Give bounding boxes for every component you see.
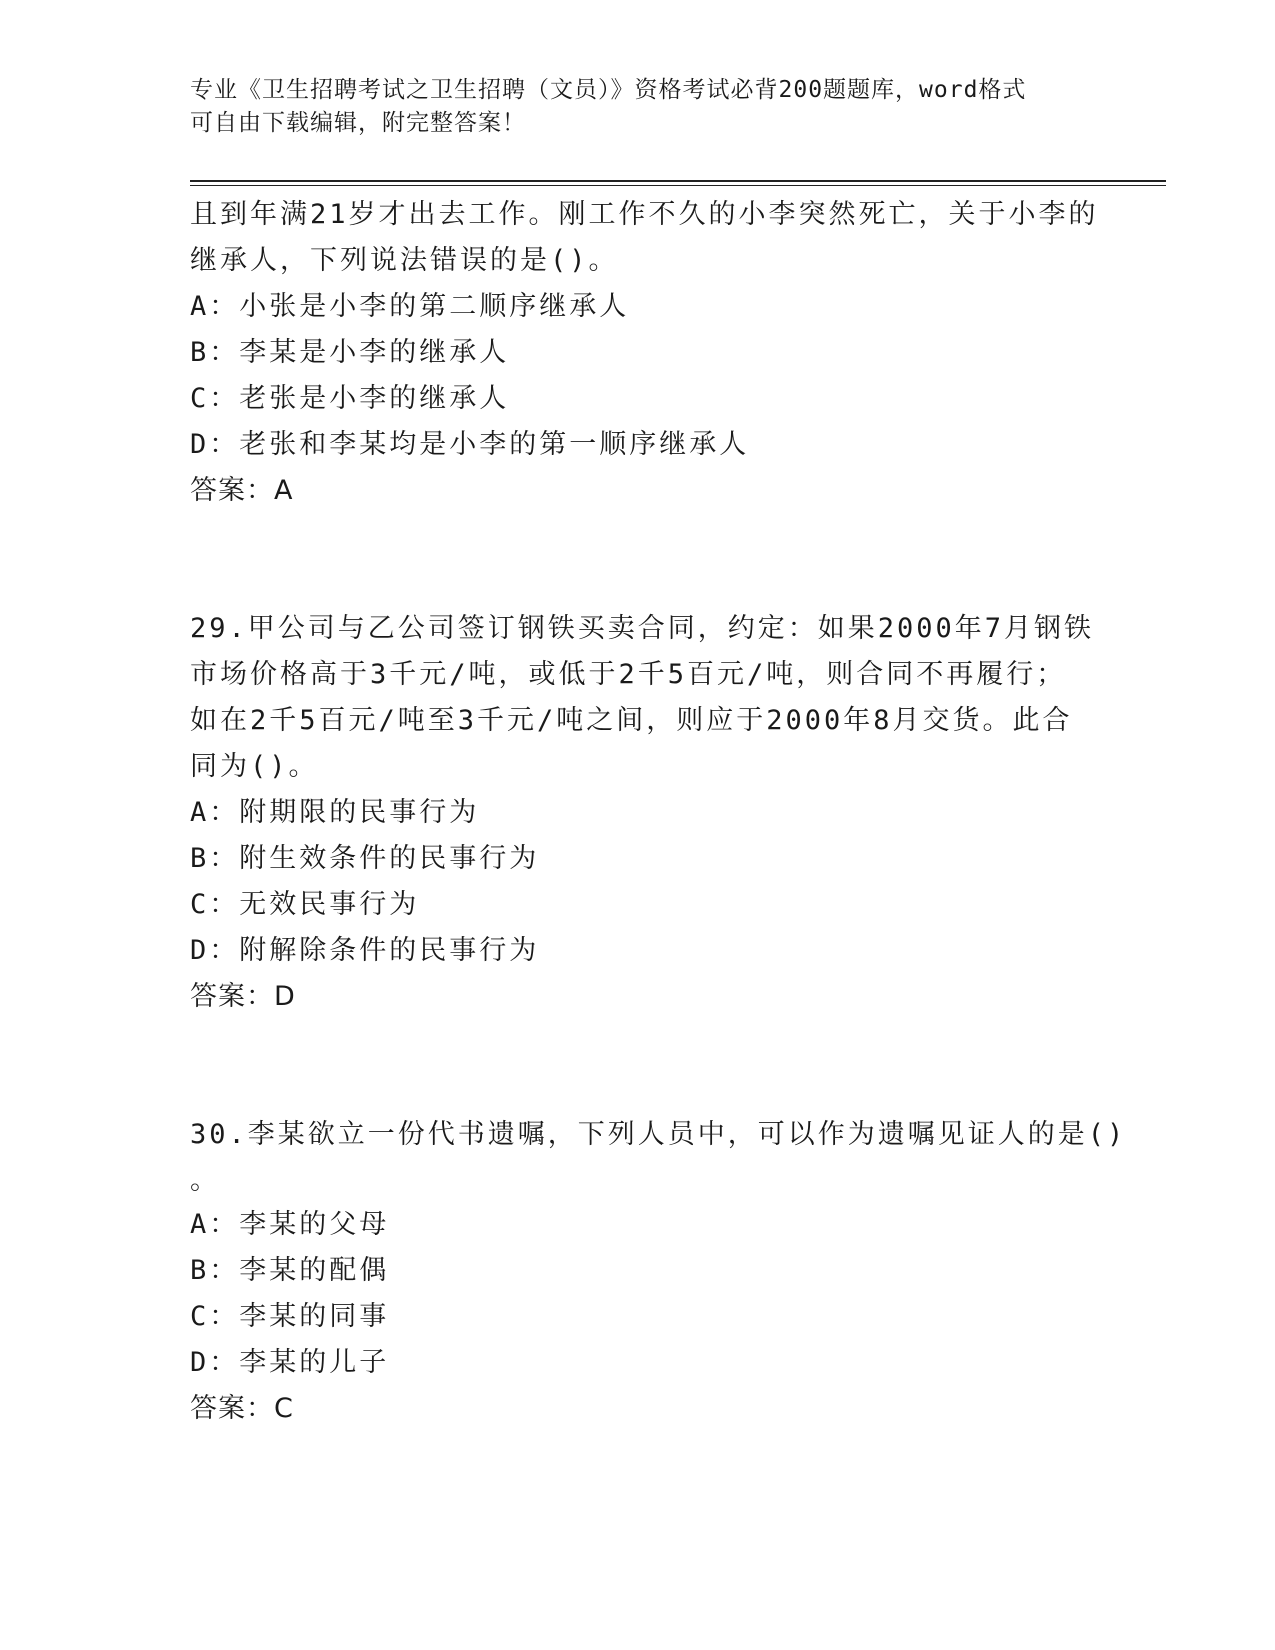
question-spacer <box>190 1020 1090 1112</box>
option-c: C：李某的同事 <box>190 1301 390 1332</box>
question-text-line: 且到年满21岁才出去工作。刚工作不久的小李突然死亡，关于小李的 <box>190 199 1099 230</box>
option-b: B：李某是小李的继承人 <box>190 337 510 368</box>
question-29 <box>190 606 1095 1020</box>
question-text-line: 30.李某欲立一份代书遗嘱，下列人员中，可以作为遗嘱见证人的是() <box>190 1119 1127 1150</box>
option-d: D：附解除条件的民事行为 <box>190 935 540 966</box>
option-d: D：老张和李某均是小李的第一顺序继承人 <box>190 429 750 460</box>
question-text-line: 继承人，下列说法错误的是()。 <box>190 245 619 276</box>
document-body <box>190 192 1127 1432</box>
option-b: B：李某的配偶 <box>190 1255 390 1286</box>
header-rule-thin <box>190 185 1166 186</box>
document-header <box>190 74 1090 140</box>
option-a: A：附期限的民事行为 <box>190 797 480 828</box>
answer-line: 答案：D <box>190 981 296 1012</box>
question-28 <box>190 192 1099 514</box>
option-a: A：小张是小李的第二顺序继承人 <box>190 291 630 322</box>
question-text-line: 29.甲公司与乙公司签订钢铁买卖合同，约定：如果2000年7月钢铁 <box>190 613 1095 644</box>
header-rule-thick <box>190 180 1166 182</box>
answer-line: 答案：C <box>190 1393 294 1424</box>
question-text-line: 同为()。 <box>190 751 319 782</box>
question-text-line: 如在2千5百元/吨至3千元/吨之间，则应于2000年8月交货。此合 <box>190 705 1073 736</box>
option-b: B：附生效条件的民事行为 <box>190 843 540 874</box>
option-c: C：无效民事行为 <box>190 889 420 920</box>
option-a: A：李某的父母 <box>190 1209 390 1240</box>
question-text-line: 。 <box>190 1165 220 1196</box>
question-text-line: 市场价格高于3千元/吨，或低于2千5百元/吨，则合同不再履行； <box>190 659 1067 690</box>
question-30 <box>190 1112 1127 1432</box>
option-c: C：老张是小李的继承人 <box>190 383 510 414</box>
header-line-1: 专业《卫生招聘考试之卫生招聘（文员）》资格考试必背200题题库，word格式 <box>190 77 1027 103</box>
answer-line: 答案：A <box>190 475 294 506</box>
header-line-2: 可自由下载编辑，附完整答案！ <box>190 110 526 136</box>
option-d: D：李某的儿子 <box>190 1347 390 1378</box>
question-spacer <box>190 514 1090 606</box>
